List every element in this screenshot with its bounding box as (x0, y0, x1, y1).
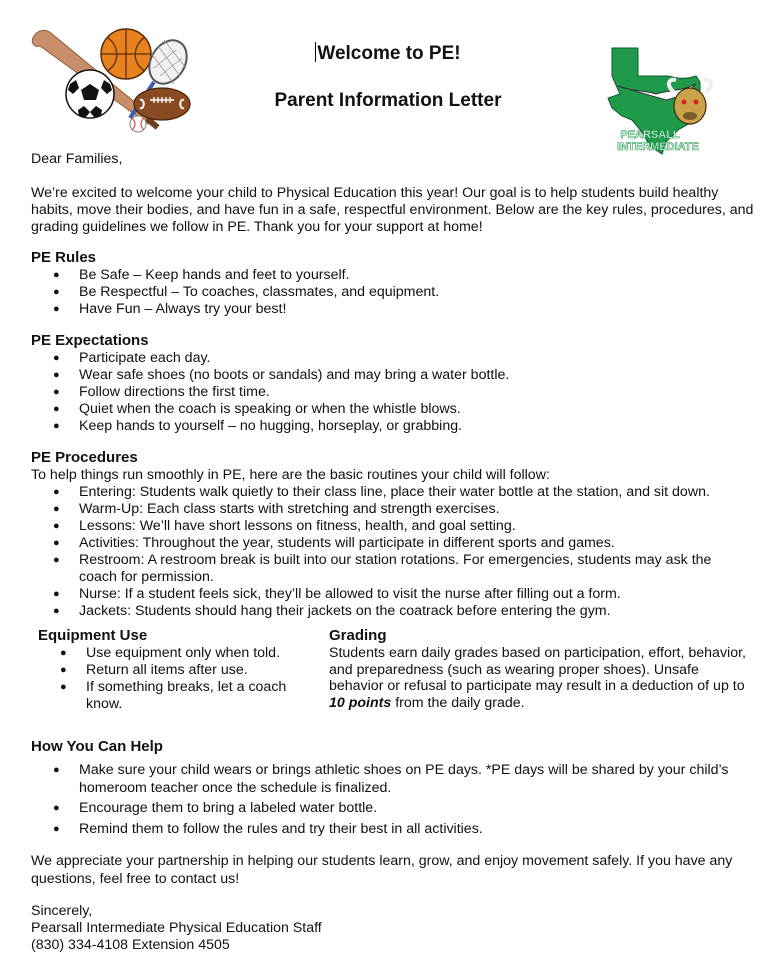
procedures-list (53, 484, 753, 620)
intro-paragraph: We’re excited to welcome your child to Physical Education this year! Our goal is to help students build healthy habits, move their bodies, and have fun in a safe, respectful environment. Below are the key rules, procedures, and grading guidelines we follow in PE. Thank you for your support at home! (31, 185, 754, 235)
list-item: ● If something breaks, let a coach know. (60, 679, 310, 713)
list-item: ● Entering: Students walk quietly to their class line, place their water bottle at the station, and sit down. (53, 484, 753, 501)
list-item: ● Participate each day. (53, 350, 753, 367)
list-item: ● Lessons: We’ll have short lessons on fitness, health, and goal setting. (53, 518, 753, 535)
procedures-intro: To help things run smoothly in PE, here are the basic routines your child will follow: (31, 467, 550, 483)
list-item: ● Keep hands to yourself – no hugging, horseplay, or grabbing. (53, 418, 753, 435)
list-item: ● Be Safe – Keep hands and feet to yourself. (53, 267, 753, 284)
grading-text-end: from the daily grade. (391, 694, 525, 711)
page-subtitle: Parent Information Letter (274, 90, 502, 111)
procedures-heading: PE Procedures (31, 449, 138, 466)
grading-heading: Grading (329, 627, 387, 644)
list-item: ● Nurse: If a student feels sick, they’ll be allowed to visit the nurse after filling out a form. (53, 586, 753, 603)
list-item: ● Be Respectful – To coaches, classmates, and equipment. (53, 284, 753, 301)
list-item: ● Encourage them to bring a labeled water bottle. (53, 799, 758, 817)
signoff: Sincerely, (31, 903, 93, 919)
equipment-heading: Equipment Use (38, 627, 148, 644)
logo-text-line2: INTERMEDIATE (617, 141, 699, 153)
list-item: ● Have Fun – Always try your best! (53, 301, 753, 318)
equipment-list (60, 645, 310, 713)
list-item: ● Use equipment only when told. (60, 645, 310, 662)
closing-paragraph: We appreciate your partnership in helping our students learn, grow, and enjoy movement safely. If you have any questions, feel free to contact us! (31, 853, 733, 887)
list-item: ● Wear safe shoes (no boots or sandals) and may bring a water bottle. (53, 367, 753, 384)
baseball-icon (130, 116, 146, 132)
list-item: ● Restroom: A restroom break is built into our station rotations. For emergencies, students may ask the coach for permission. (53, 552, 753, 586)
help-heading: How You Can Help (31, 738, 163, 755)
grading-paragraph (329, 645, 749, 711)
logo-text-line1: PEARSALL (620, 129, 680, 141)
grading-deduction: 10 points (329, 694, 392, 711)
expectations-heading: PE Expectations (31, 332, 149, 349)
rules-list (53, 267, 753, 318)
list-item: ● Jackets: Students should hang their jackets on the coatrack before entering the gym. (53, 603, 753, 620)
greeting: Dear Families, (31, 151, 123, 167)
page-title: Welcome to PE! (317, 43, 461, 64)
signature-name: Pearsall Intermediate Physical Education Staff (31, 920, 322, 936)
list-item: ● Follow directions the first time. (53, 384, 753, 401)
list-item: ● Activities: Throughout the year, students will participate in different sports and games. (53, 535, 753, 552)
list-item: ● Return all items after use. (60, 662, 310, 679)
list-item: ● Warm-Up: Each class starts with stretching and strength exercises. (53, 501, 753, 518)
list-item: ● Remind them to follow the rules and try their best in all activities. (53, 820, 758, 838)
expectations-list (53, 350, 753, 435)
signature-phone: (830) 334-4108 Extension 4505 (31, 937, 230, 953)
list-item: ● Quiet when the coach is speaking or when the whistle blows. (53, 401, 753, 418)
grading-text: Students earn daily grades based on participation, effort, behavior, and preparedness (such as wearing proper shoes). Unsafe behavior or refusal to participate may result in a deduction of up to (329, 645, 746, 694)
help-list (53, 761, 758, 838)
rules-heading: PE Rules (31, 249, 97, 266)
school-logo (604, 46, 714, 156)
list-item: ● Make sure your child wears or brings athletic shoes on PE days. *PE days will be shared by your child’s homeroom teacher once the schedule is finalized. (53, 761, 758, 797)
